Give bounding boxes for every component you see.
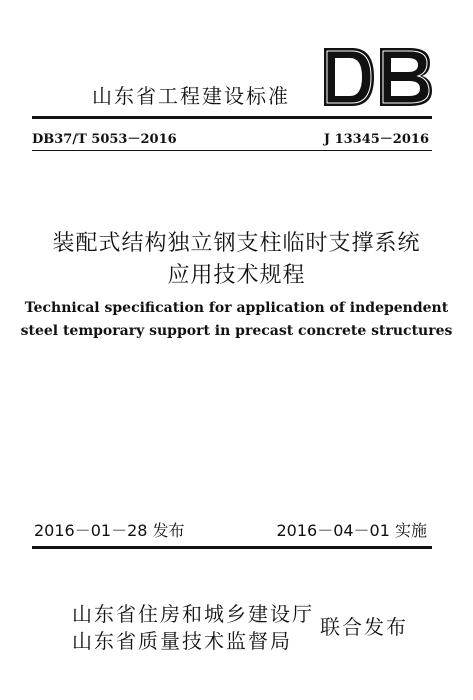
title-english-line-2: steel temporary support in precast concrete structures <box>20 323 453 339</box>
title-english-line-1: Technical specification for application of independent <box>24 300 449 316</box>
standard-category-title: 山东省工程建设标准 <box>92 84 290 108</box>
header-rule <box>32 116 432 119</box>
record-number: J 13345－2016 <box>323 132 429 147</box>
implementation-date: 2016－04－01 实施 <box>276 521 427 540</box>
issuer-housing-department: 山东省住房和城乡建设厅 <box>72 602 314 626</box>
standard-code: DB37/T 5053－2016 <box>32 132 177 147</box>
code-rule <box>32 150 432 151</box>
joint-release-label: 联合发布 <box>320 615 408 639</box>
db-logo <box>322 46 434 108</box>
footer-rule <box>32 546 432 549</box>
issue-date: 2016－01－28 发布 <box>34 521 185 540</box>
issuer-quality-bureau: 山东省质量技术监督局 <box>72 629 292 653</box>
title-chinese-line-1: 装配式结构独立钢支柱临时支撑系统 <box>52 231 421 256</box>
title-chinese-line-2: 应用技术规程 <box>167 263 306 288</box>
